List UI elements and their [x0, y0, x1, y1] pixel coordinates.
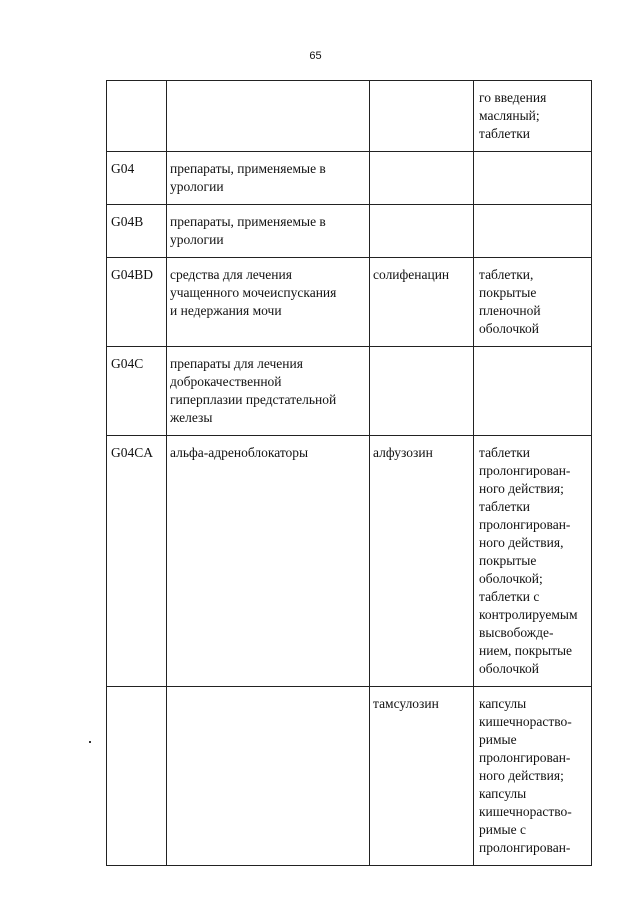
cell-text-line: покрытые — [479, 553, 537, 568]
cell-text-line: тамсулозин — [373, 696, 439, 711]
dosage-form-cell — [474, 436, 592, 687]
cell-text-line: кишечнораство- — [479, 804, 572, 819]
dosage-form-cell — [474, 687, 592, 866]
table-row — [107, 347, 592, 436]
cell-text-line: пролонгирован- — [479, 517, 571, 532]
cell-text-line: G04 — [111, 161, 135, 176]
cell-text-line: препараты для лечения — [170, 356, 303, 371]
cell-text-line: пролонгирован- — [479, 840, 571, 855]
page-number: 65 — [309, 50, 322, 62]
dosage-form-cell — [474, 347, 592, 436]
dosage-form-cell — [474, 81, 592, 152]
cell-text-line: покрытые — [479, 285, 537, 300]
group-description-cell — [167, 81, 370, 152]
atc-code-cell — [107, 81, 167, 152]
substance-cell — [370, 258, 474, 347]
cell-text-line: таблетки — [479, 445, 531, 460]
drug-classification-table — [106, 80, 592, 866]
cell-text-line: оболочкой; — [479, 571, 543, 586]
group-description-cell — [167, 347, 370, 436]
cell-text-line: G04C — [111, 356, 144, 371]
table-row — [107, 258, 592, 347]
dosage-form-cell — [474, 152, 592, 205]
cell-text-line: римые с — [479, 822, 526, 837]
cell-text-line: масляный; — [479, 108, 540, 123]
cell-text-line: таблетки, — [479, 267, 534, 282]
cell-text-line: ного действия, — [479, 535, 564, 550]
cell-text-line: кишечнораство- — [479, 714, 572, 729]
cell-text-line: го введения — [479, 90, 547, 105]
table-row — [107, 152, 592, 205]
cell-text-line: пролонгирован- — [479, 750, 571, 765]
atc-code-cell — [107, 152, 167, 205]
cell-text-line: оболочкой — [479, 661, 539, 676]
cell-text-line: G04B — [111, 214, 144, 229]
substance-cell — [370, 81, 474, 152]
cell-text-line: альфа-адреноблокаторы — [170, 445, 309, 460]
group-description-cell — [167, 687, 370, 866]
cell-text-line: учащенного мочеиспускания — [170, 285, 337, 300]
cell-text-line: урологии — [170, 232, 224, 247]
group-description-cell — [167, 152, 370, 205]
substance-cell — [370, 152, 474, 205]
scan-speck — [89, 741, 91, 743]
substance-cell — [370, 436, 474, 687]
cell-text-line: ного действия; — [479, 768, 564, 783]
cell-text-line: гиперплазии предстательной — [170, 392, 337, 407]
cell-text-line: средства для лечения — [170, 267, 292, 282]
cell-text-line: оболочкой — [479, 321, 539, 336]
substance-cell — [370, 347, 474, 436]
cell-text-line: G04CA — [111, 445, 154, 460]
cell-text-line: таблетки — [479, 499, 531, 514]
cell-text-line: урологии — [170, 179, 224, 194]
cell-text-line: железы — [170, 410, 213, 425]
cell-text-line: таблетки — [479, 126, 531, 141]
substance-cell — [370, 205, 474, 258]
cell-text-line: препараты, применяемые в — [170, 161, 326, 176]
atc-code-cell — [107, 347, 167, 436]
cell-text-line: пролонгирован- — [479, 463, 571, 478]
atc-code-cell — [107, 436, 167, 687]
cell-text-line: высвобожде- — [479, 625, 554, 640]
table-row — [107, 436, 592, 687]
atc-code-cell — [107, 687, 167, 866]
atc-code-cell — [107, 205, 167, 258]
cell-text-line: капсулы — [479, 696, 527, 711]
cell-text-line: нием, покрытые — [479, 643, 573, 658]
cell-text-line: G04BD — [111, 267, 154, 282]
cell-text-line: таблетки с — [479, 589, 540, 604]
substance-cell — [370, 687, 474, 866]
cell-text-line: римые — [479, 732, 517, 747]
cell-text-line: и недержания мочи — [170, 303, 282, 318]
cell-text-line: доброкачественной — [170, 374, 282, 389]
dosage-form-cell — [474, 205, 592, 258]
cell-text-line: ного действия; — [479, 481, 564, 496]
cell-text-line: препараты, применяемые в — [170, 214, 326, 229]
cell-text-line: алфузозин — [373, 445, 433, 460]
cell-text-line: солифенацин — [373, 267, 450, 282]
cell-text-line: контролируемым — [479, 607, 578, 622]
cell-text-line: пленочной — [479, 303, 541, 318]
table-row — [107, 81, 592, 152]
atc-code-cell — [107, 258, 167, 347]
table-row — [107, 687, 592, 866]
dosage-form-cell — [474, 258, 592, 347]
cell-text-line: капсулы — [479, 786, 527, 801]
group-description-cell — [167, 258, 370, 347]
group-description-cell — [167, 205, 370, 258]
table-row — [107, 205, 592, 258]
group-description-cell — [167, 436, 370, 687]
